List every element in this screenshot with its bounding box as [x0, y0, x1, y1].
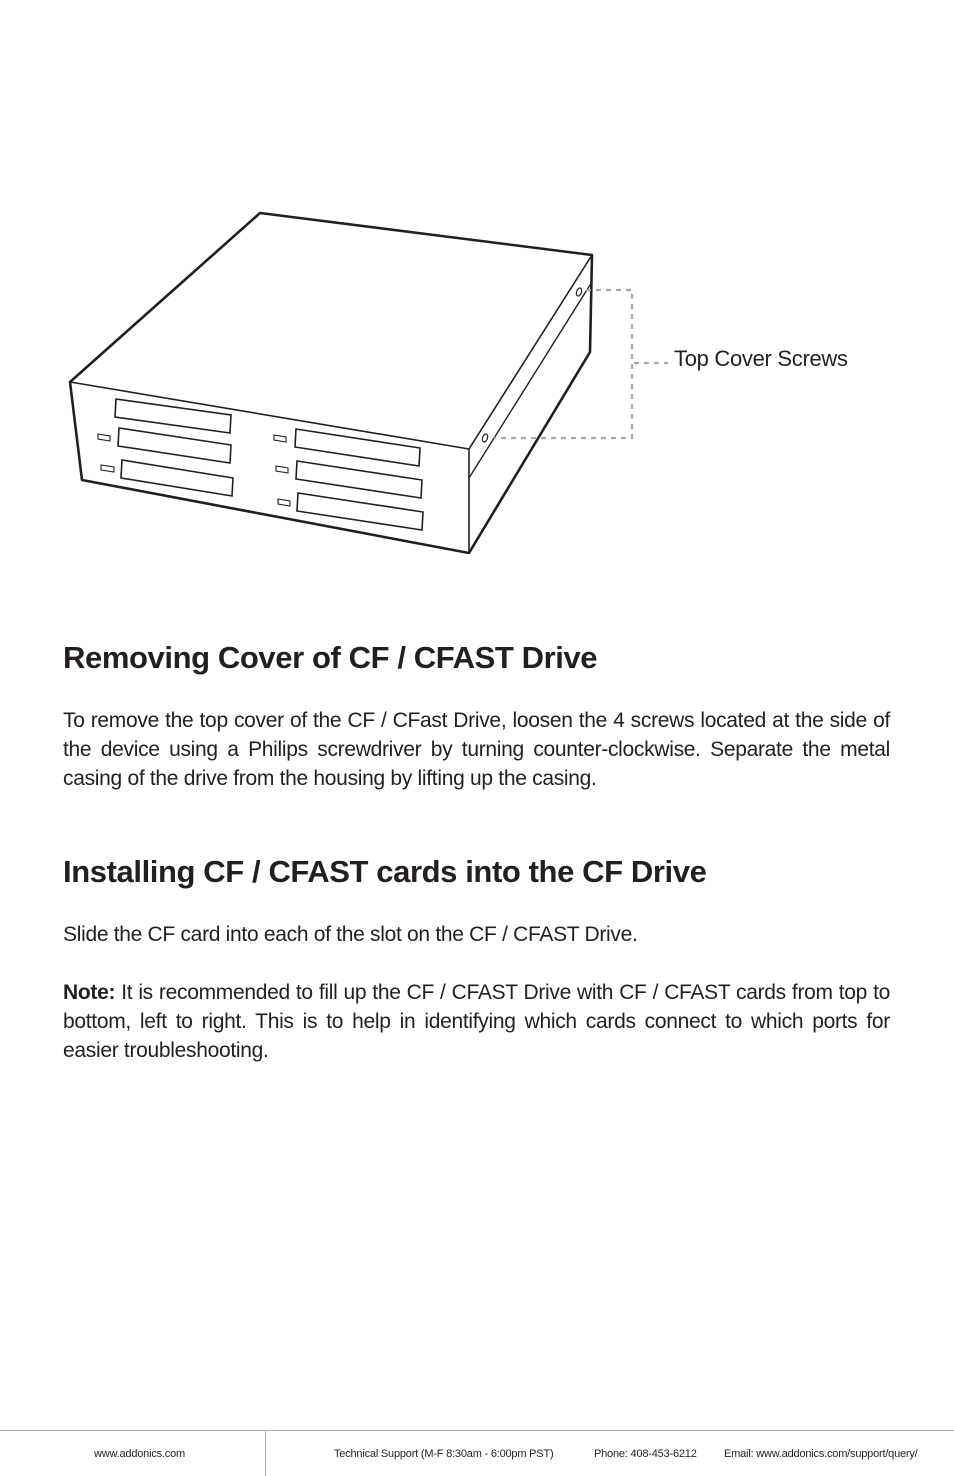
footer-phone: Phone: 408-453-6212: [594, 1448, 697, 1460]
note-text: It is recommended to fill up the CF / CFAST Drive with CF / CFAST cards from top to bottom, left to right. This is to help in identifying which cards connect to which ports for easier troubleshooting.: [63, 981, 890, 1062]
installing-cards-instructions: Slide the CF card into each of the slot on the CF / CFAST Drive.: [63, 923, 638, 946]
footer-support-hours: Technical Support (M-F 8:30am - 6:00pm PST): [334, 1448, 554, 1460]
section-heading-removing-cover: Removing Cover of CF / CFAST Drive: [63, 640, 598, 675]
page-footer: [0, 1430, 954, 1476]
footer-website-link[interactable]: www.addonics.com: [94, 1448, 185, 1460]
drive-enclosure: [70, 213, 592, 553]
screw-icon: [481, 433, 488, 443]
removing-cover-instructions: To remove the top cover of the CF / CFast Drive, loosen the 4 screws located at the side of the device using a Philips screwdriver by turning counter-clockwise. Separate the metal casing of the drive from the housing by lifting up the casing.: [63, 709, 890, 790]
section-heading-installing-cards: Installing CF / CFAST cards into the CF Drive: [63, 854, 707, 889]
led-indicator: [276, 466, 288, 473]
callout-leader: [494, 290, 632, 438]
card-slot: [296, 461, 422, 498]
card-slot: [118, 428, 231, 463]
callout-label-top-cover-screws: Top Cover Screws: [674, 346, 848, 371]
card-slot: [115, 399, 231, 433]
led-indicator: [98, 434, 110, 441]
note-label: Note:: [63, 981, 116, 1004]
drive-top-right-edge: [469, 255, 592, 449]
footer-divider: [265, 1431, 266, 1476]
screw-icon: [575, 287, 582, 297]
led-indicator: [274, 435, 286, 442]
footer-email-link[interactable]: Email: www.addonics.com/support/query/: [724, 1448, 918, 1460]
led-indicator: [101, 465, 114, 472]
drive-front-top-edge: [70, 382, 469, 449]
led-indicator: [278, 499, 290, 506]
installation-note: [63, 978, 890, 1065]
cf-drive-illustration: [0, 0, 954, 600]
card-slot: [295, 429, 420, 466]
